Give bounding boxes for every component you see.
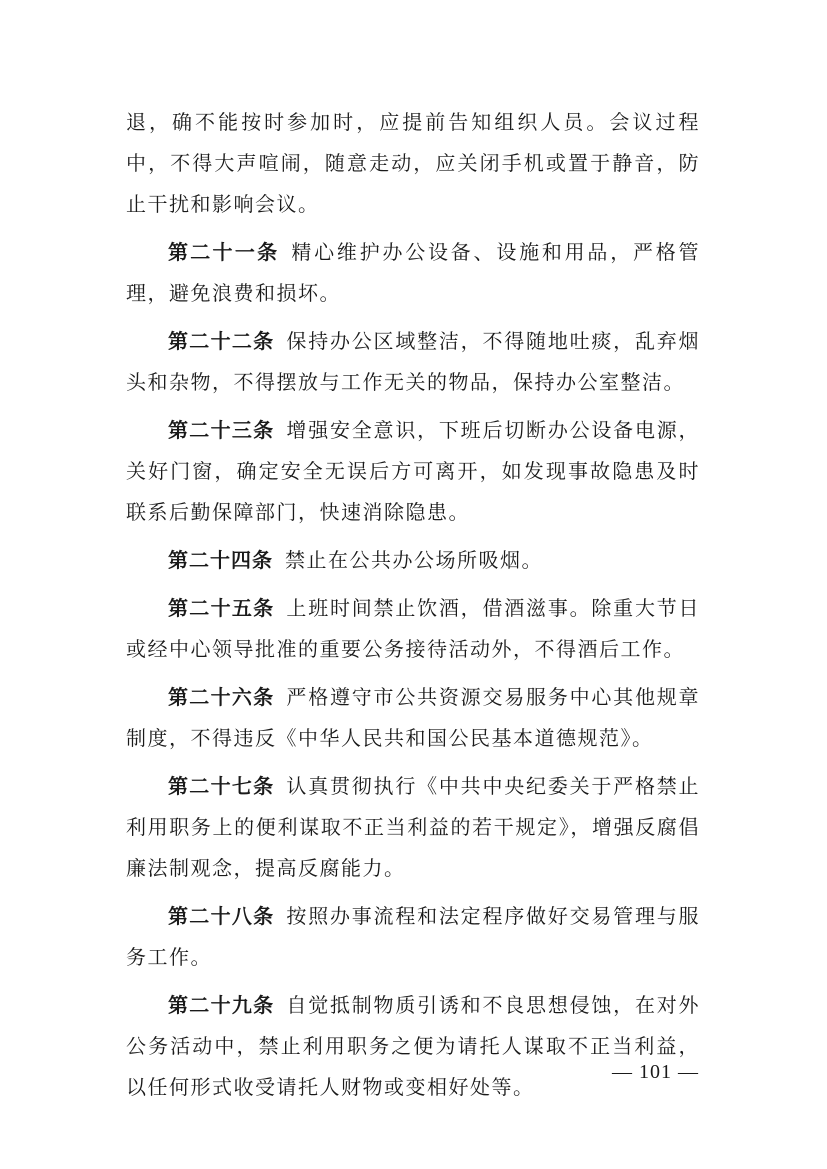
article-24 [126,540,700,581]
article-number: 第二十一条 [168,240,280,264]
article-text: 增强安全意识，下班后切断办公设备电源，关好门窗，确定安全无误后方可离开，如发现事故隐患及时联系后勤保障部门，快速消除隐患。 [126,418,701,524]
article-number: 第二十八条 [168,904,275,928]
article-number: 第二十九条 [168,993,275,1017]
article-25 [126,588,700,670]
article-number: 第二十四条 [168,548,273,572]
article-text: 严格遵守市公共资源交易服务中心其他规章制度，不得违反《中华人民共和国公民基本道德规范》。 [126,685,701,750]
article-number: 第二十五条 [168,596,275,620]
article-number: 第二十三条 [168,418,275,442]
article-number: 第二十六条 [168,685,275,709]
article-text: 按照办事流程和法定程序做好交易管理与服务工作。 [126,904,701,969]
article-22 [126,321,700,403]
article-21 [126,232,700,314]
continuation-paragraph: 退，确不能按时参加时，应提前告知组织人员。会议过程中，不得大声喧闹，随意走动，应关闭手机或置于静音，防止干扰和影响会议。 [126,110,700,216]
article-27 [126,766,700,889]
page-number: — 101 — [612,1061,699,1083]
article-26 [126,677,700,759]
article-28 [126,896,700,978]
article-29 [126,985,700,1108]
article-text: 禁止在公共办公场所吸烟。 [285,548,543,572]
article-text: 认真贯彻执行《中共中央纪委关于严格禁止利用职务上的便利谋取不正当利益的若干规定》，增强反腐倡廉法制观念，提高反腐能力。 [126,774,701,880]
article-number: 第二十七条 [168,774,275,798]
article-text: 上班时间禁止饮酒，借酒滋事。除重大节日或经中心领导批准的重要公务接待活动外，不得酒后工作。 [126,596,701,661]
article-text: 精心维护办公设备、设施和用品，严格管理，避免浪费和损坏。 [126,240,701,305]
article-text: 自觉抵制物质引诱和不良思想侵蚀，在对外公务活动中，禁止利用职务之便为请托人谋取不正当利益，以任何形式收受请托人财物或变相好处等。 [126,993,701,1099]
article-23 [126,410,700,533]
article-number: 第二十二条 [168,329,275,353]
document-body [126,102,700,1115]
article-text: 保持办公区域整洁，不得随地吐痰，乱弃烟头和杂物，不得摆放与工作无关的物品，保持办公室整洁。 [126,329,701,394]
